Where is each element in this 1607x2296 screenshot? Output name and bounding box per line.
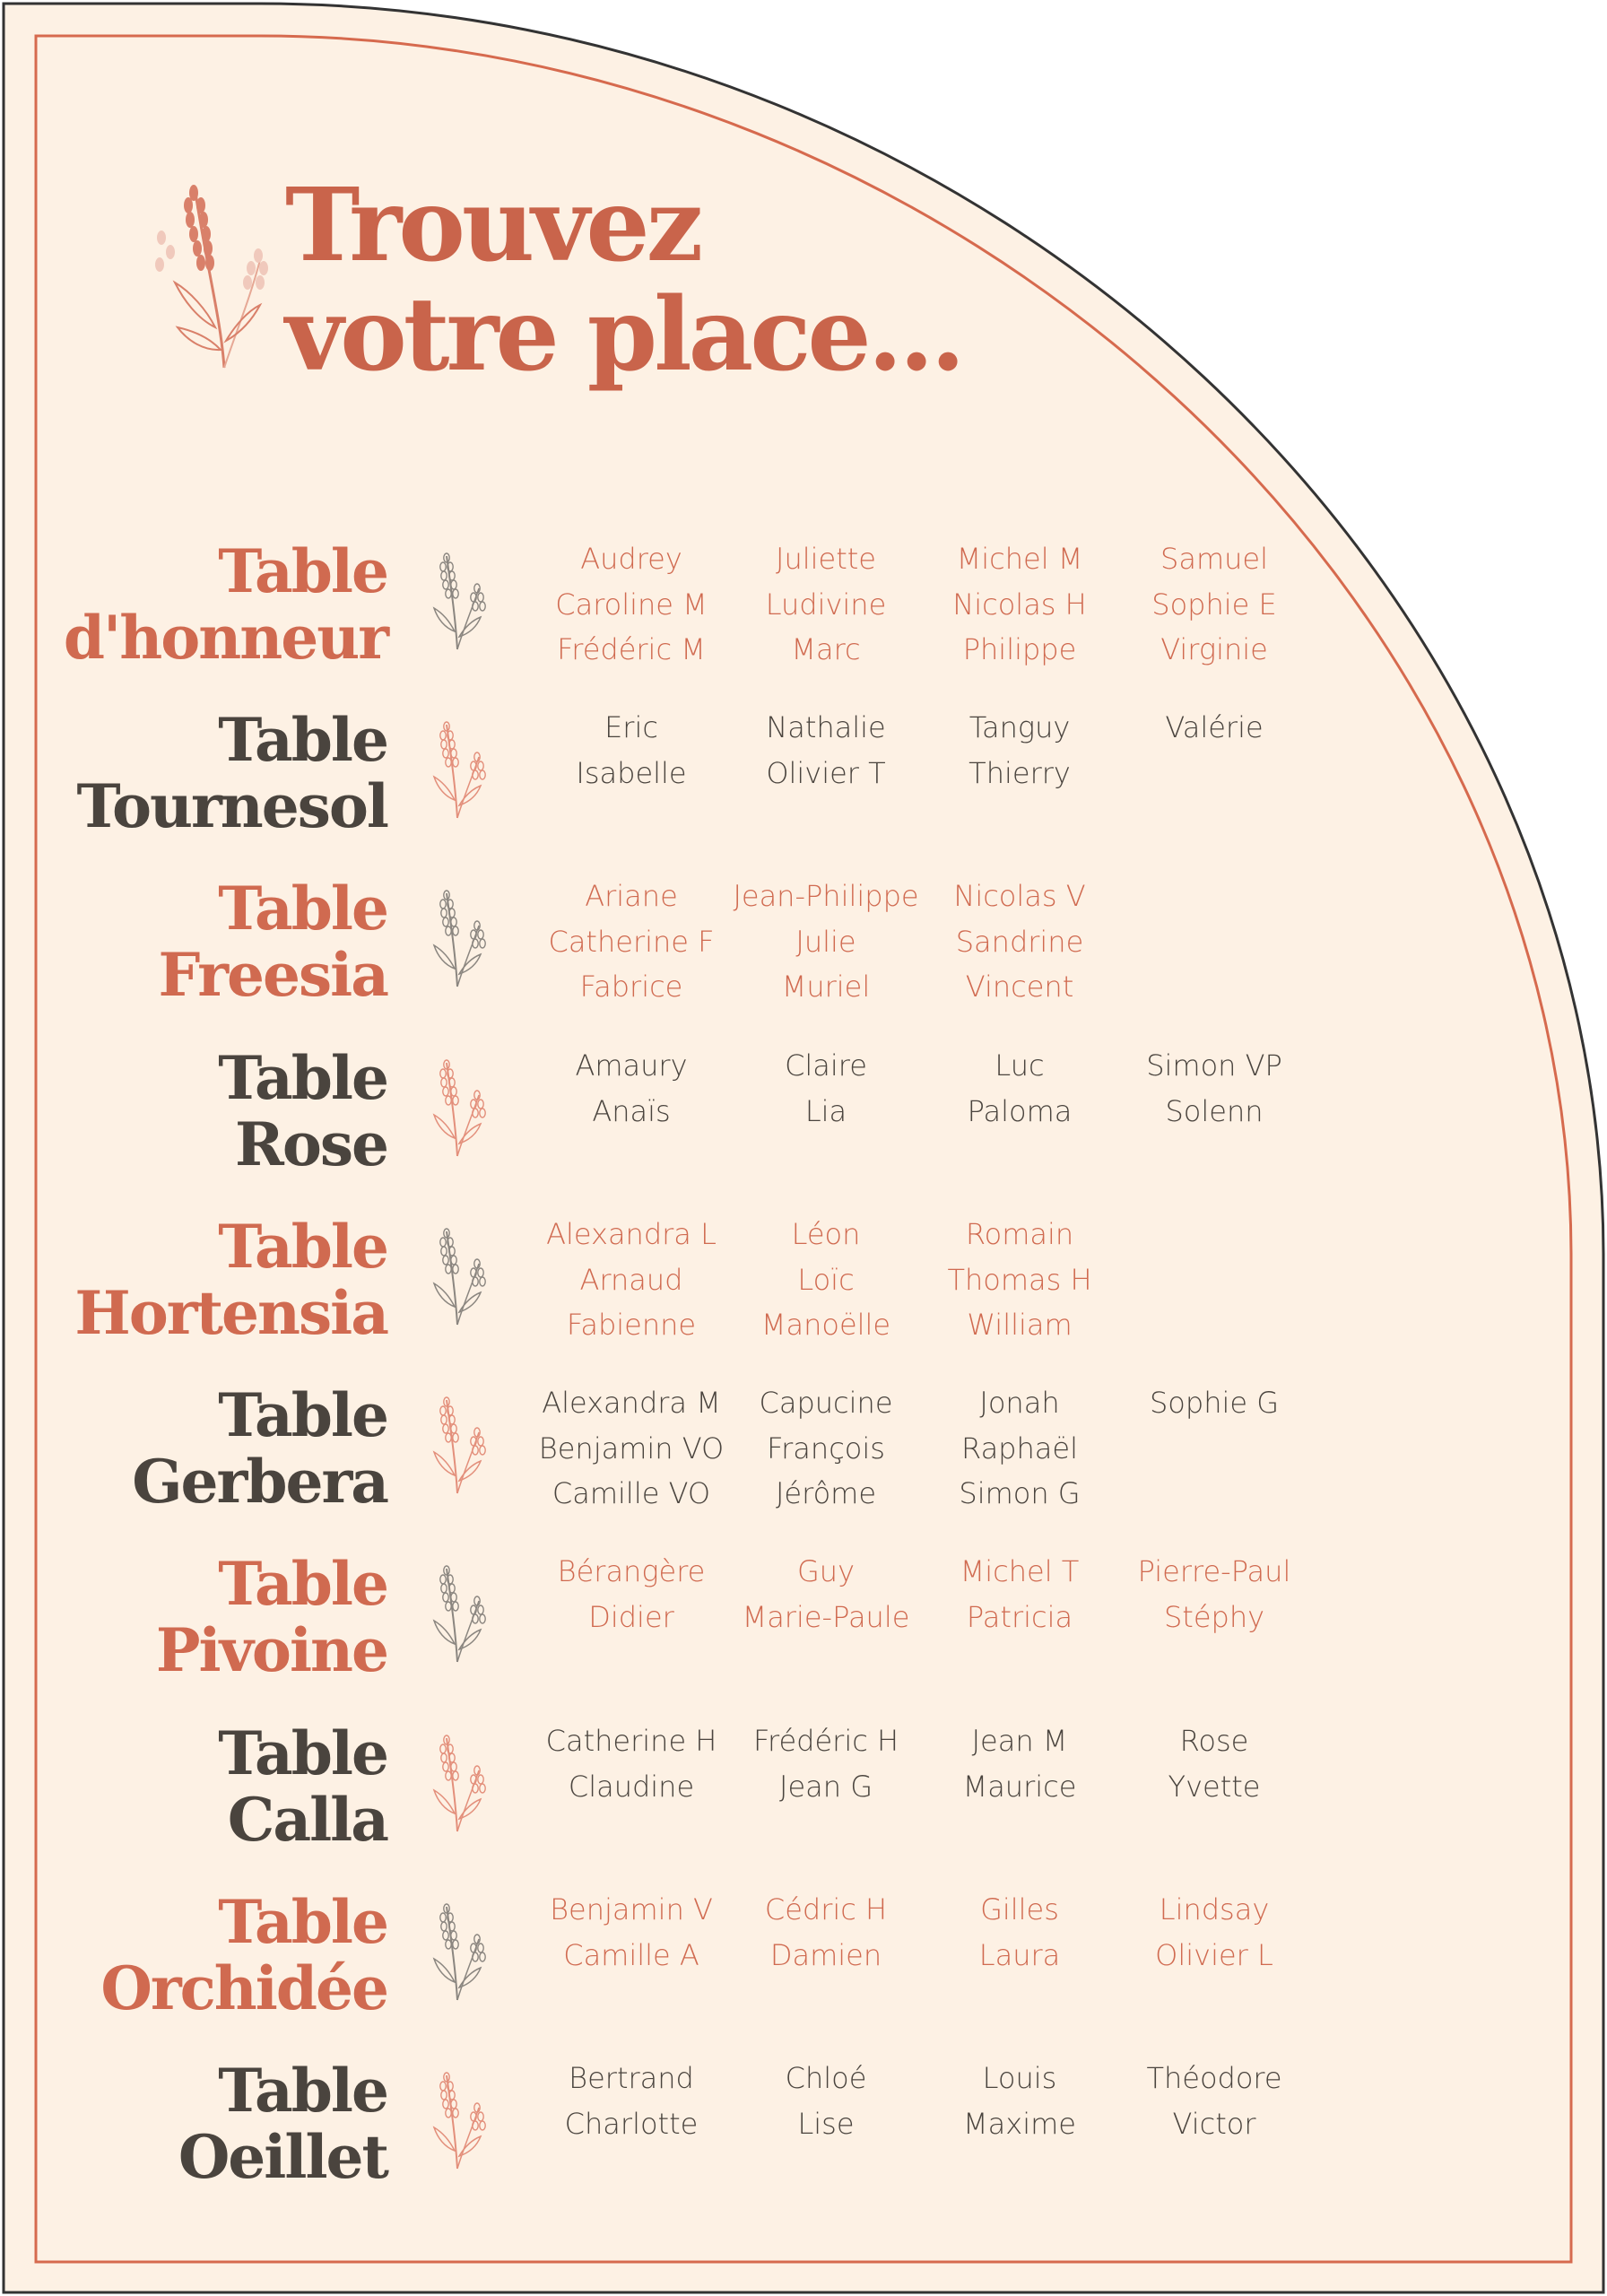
guest-name: Sandrine <box>955 924 1084 959</box>
grey-lavender-sprig-icon <box>425 1900 490 2007</box>
guest-column <box>912 1380 1127 1517</box>
table-label: Table <box>218 874 387 944</box>
guest-column <box>1107 1549 1322 1639</box>
guest-column <box>718 2056 934 2146</box>
grey-lavender-sprig-icon <box>425 1224 490 1332</box>
guest-name: William <box>967 1308 1073 1342</box>
guest-name: Raphaël <box>961 1431 1078 1465</box>
guest-name: Anaïs <box>592 1093 671 1128</box>
table-name <box>74 1213 387 1346</box>
guest-name: Lise <box>797 2106 855 2141</box>
guest-name: Maurice <box>962 1769 1077 1804</box>
guest-name: Chloé <box>785 2061 867 2095</box>
pink-lavender-sprig-icon <box>425 2068 490 2176</box>
guest-name: Benjamin VO <box>538 1431 725 1465</box>
guest-name: Nicolas V <box>953 879 1086 913</box>
page-title-line-2: votre place... <box>285 276 962 394</box>
guest-column <box>718 1887 934 1978</box>
guest-name: Claudine <box>568 1769 695 1804</box>
guest-name: Alexandra M <box>542 1386 721 1420</box>
guest-name: Stéphy <box>1163 1599 1265 1634</box>
guest-column <box>912 1549 1127 1639</box>
guest-column <box>912 2056 1127 2146</box>
guest-name: Michel T <box>960 1554 1080 1588</box>
guest-column <box>912 1718 1127 1809</box>
table-name <box>76 707 387 839</box>
grey-lavender-sprig-icon <box>425 886 490 994</box>
guest-name: Marie-Paule <box>742 1599 910 1634</box>
guest-column <box>524 1043 739 1134</box>
guest-column <box>912 1212 1127 1348</box>
guest-name: Yvette <box>1168 1769 1261 1804</box>
guest-column <box>524 1718 739 1809</box>
guest-name: Léon <box>791 1217 861 1251</box>
guest-name: Benjamin V <box>550 1892 713 1926</box>
guest-name: Frédéric M <box>557 632 706 666</box>
guest-column <box>912 705 1127 796</box>
guest-name: Muriel <box>781 970 871 1004</box>
guest-name: Loïc <box>797 1262 855 1297</box>
guest-name: Thierry <box>969 755 1071 790</box>
guest-name: Victor <box>1172 2106 1256 2141</box>
guest-name: Didier <box>588 1599 674 1634</box>
pink-lavender-sprig-icon <box>425 1056 490 1163</box>
guest-name: Jérôme <box>775 1476 876 1510</box>
guest-name: Olivier T <box>766 755 886 790</box>
table-title: d'honneur <box>63 603 387 673</box>
guest-column <box>718 1380 934 1517</box>
guest-column <box>912 1887 1127 1978</box>
guest-column <box>1107 1380 1322 1426</box>
guest-name: Bérangère <box>557 1554 706 1588</box>
guest-name: Capucine <box>759 1386 893 1420</box>
guest-name: Ariane <box>585 879 678 913</box>
guest-column <box>524 1887 739 1978</box>
guest-name: Audrey <box>580 542 682 576</box>
table-label: Table <box>218 536 387 606</box>
guest-column <box>912 874 1127 1010</box>
guest-name: Olivier L <box>1155 1937 1273 1972</box>
guest-name: Eric <box>604 710 658 744</box>
guest-name: Jonah <box>979 1386 1060 1420</box>
guest-name: Camille VO <box>552 1476 711 1510</box>
guest-column <box>1107 536 1322 673</box>
guest-name: Camille A <box>563 1937 699 1972</box>
guest-name: Louis <box>982 2061 1057 2095</box>
guest-column <box>1107 1887 1322 1978</box>
page-title-line-1: Trouvez <box>285 167 700 284</box>
guest-name: Théodore <box>1146 2061 1282 2095</box>
guest-name: Pierre-Paul <box>1137 1554 1291 1588</box>
guest-name: Gilles <box>980 1892 1059 1926</box>
guest-column <box>1107 1718 1322 1809</box>
table-label: Table <box>218 705 387 775</box>
guest-name: Ludivine <box>765 587 887 622</box>
guest-name: Amaury <box>575 1048 688 1083</box>
table-title: Calla <box>227 1785 387 1855</box>
table-name <box>218 1045 387 1178</box>
guest-column <box>912 536 1127 673</box>
guest-column <box>718 1212 934 1348</box>
guest-column <box>524 1549 739 1639</box>
table-label: Table <box>218 1212 387 1282</box>
guest-name: Marc <box>791 632 861 666</box>
table-name <box>159 875 387 1008</box>
guest-name: Nicolas H <box>952 587 1087 622</box>
table-label: Table <box>218 1380 387 1450</box>
guest-name: Michel M <box>956 542 1083 576</box>
table-title: Orchidée <box>100 1953 387 2023</box>
table-name <box>178 2057 387 2190</box>
table-name <box>218 1720 387 1853</box>
guest-column <box>524 1380 739 1517</box>
guest-name: Arnaud <box>579 1262 683 1297</box>
guest-name: Samuel <box>1160 542 1268 576</box>
guest-name: Solenn <box>1165 1093 1264 1128</box>
table-title: Gerbera <box>132 1447 387 1517</box>
guest-name: Sophie G <box>1149 1386 1280 1420</box>
guest-name: Maxime <box>963 2106 1076 2141</box>
guest-column <box>1107 705 1322 751</box>
table-title: Tournesol <box>76 771 387 841</box>
guest-name: Catherine H <box>545 1724 717 1758</box>
guest-name: Cédric H <box>764 1892 888 1926</box>
guest-name: Vincent <box>965 970 1074 1004</box>
guest-name: Jean M <box>971 1724 1068 1758</box>
guest-name: Frédéric H <box>752 1724 899 1758</box>
guest-name: Valérie <box>1165 710 1264 744</box>
guest-name: Thomas H <box>947 1262 1092 1297</box>
guest-name: Virginie <box>1160 632 1268 666</box>
guest-name: Romain <box>965 1217 1074 1251</box>
guest-name: Luc <box>995 1048 1045 1083</box>
table-title: Freesia <box>158 940 387 1010</box>
guest-column <box>718 1549 934 1639</box>
guest-column <box>524 1212 739 1348</box>
guest-column <box>1107 1043 1322 1134</box>
guest-name: Patricia <box>966 1599 1073 1634</box>
guest-name: Simon G <box>959 1476 1081 1510</box>
table-label: Table <box>218 1718 387 1788</box>
guest-name: Lindsay <box>1159 1892 1270 1926</box>
guest-name: Catherine F <box>548 924 715 959</box>
guest-name: Charlotte <box>564 2106 699 2141</box>
table-name <box>156 1551 387 1683</box>
guest-column <box>718 1043 934 1134</box>
pink-lavender-sprig-icon <box>425 718 490 825</box>
guest-name: Sophie E <box>1151 587 1277 622</box>
guest-name: Alexandra L <box>546 1217 717 1251</box>
table-title: Hortensia <box>74 1278 387 1348</box>
guest-name: Jean-Philippe <box>733 879 919 913</box>
guest-name: Rose <box>1179 1724 1249 1758</box>
guest-name: Bertrand <box>569 2061 694 2095</box>
guest-name: Jean G <box>779 1769 873 1804</box>
table-title: Rose <box>234 1109 387 1179</box>
pink-lavender-sprig-icon <box>425 1393 490 1500</box>
grey-lavender-sprig-icon <box>425 1561 490 1669</box>
guest-column <box>912 1043 1127 1134</box>
grey-lavender-sprig-icon <box>425 549 490 657</box>
guest-name: Laura <box>978 1937 1061 1972</box>
guest-name: Philippe <box>962 632 1077 666</box>
guest-name: Fabienne <box>566 1308 697 1342</box>
guest-column <box>718 874 934 1010</box>
guest-name: Paloma <box>967 1093 1073 1128</box>
table-label: Table <box>218 1549 387 1619</box>
guest-name: Lia <box>804 1093 847 1128</box>
table-title: Oeillet <box>178 2122 387 2192</box>
guest-name: Nathalie <box>766 710 886 744</box>
guest-name: Caroline M <box>555 587 708 622</box>
table-label: Table <box>218 1887 387 1957</box>
guest-column <box>524 874 739 1010</box>
guest-name: Tanguy <box>969 710 1071 744</box>
guest-name: François <box>767 1431 885 1465</box>
table-label: Table <box>218 2056 387 2126</box>
guest-name: Damien <box>769 1937 882 1972</box>
guest-column <box>524 2056 739 2146</box>
table-name <box>100 1889 387 2022</box>
guest-name: Fabrice <box>579 970 683 1004</box>
table-title: Pivoine <box>155 1615 387 1685</box>
guest-name: Juliette <box>776 542 876 576</box>
guest-name: Julie <box>795 924 856 959</box>
guest-name: Guy <box>796 1554 855 1588</box>
guest-name: Claire <box>785 1048 867 1083</box>
guest-column <box>718 705 934 796</box>
guest-column <box>524 536 739 673</box>
guest-name: Manoëlle <box>760 1308 891 1342</box>
guest-column <box>718 1718 934 1809</box>
guest-column <box>1107 2056 1322 2146</box>
table-label: Table <box>218 1043 387 1113</box>
guest-column <box>718 536 934 673</box>
guest-name: Isabelle <box>576 755 687 790</box>
table-name <box>64 538 387 671</box>
guest-column <box>524 705 739 796</box>
table-name <box>132 1382 387 1515</box>
guest-name: Simon VP <box>1146 1048 1282 1083</box>
pink-lavender-sprig-icon <box>425 1731 490 1839</box>
